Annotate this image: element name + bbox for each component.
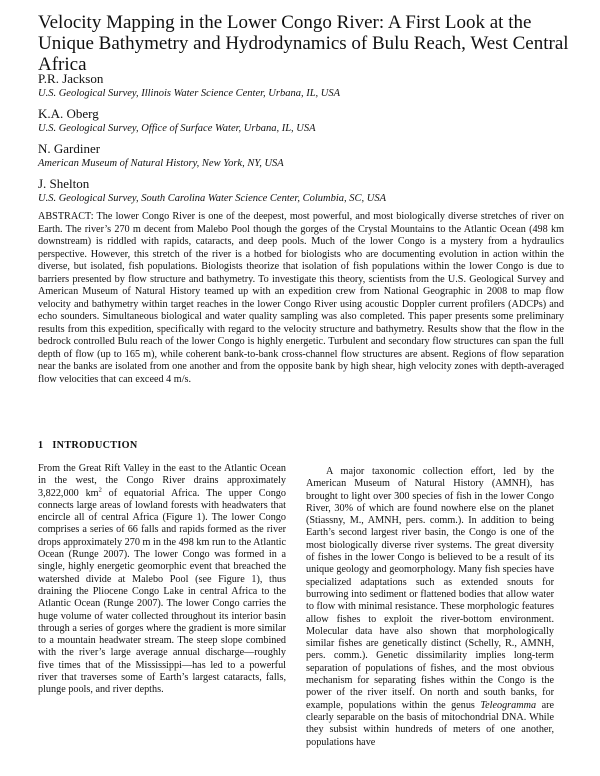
author-name: N. Gardiner (38, 141, 101, 156)
section-heading (38, 439, 138, 452)
left-column (38, 463, 286, 697)
author-affiliation: American Museum of Natural History, New York, NY, USA (38, 158, 284, 169)
author-affiliation: U.S. Geological Survey, South Carolina Water Science Center, Columbia, SC, USA (38, 193, 387, 204)
intro-paragraph-2 (306, 466, 554, 749)
author-name: K.A. Oberg (38, 106, 99, 121)
author-block (38, 140, 568, 175)
right-column (306, 466, 554, 749)
author-affiliation: U.S. Geological Survey, Office of Surface Water, Urbana, IL, USA (38, 123, 316, 134)
author-name: P.R. Jackson (38, 71, 104, 86)
author-block (38, 175, 568, 210)
section-title: INTRODUCTION (52, 440, 138, 451)
abstract: ABSTRACT: The lower Congo River is one of the deepest, most powerful, and most biologically diverse stretches of river on Earth. The river’s 270 m decent from Malebo Pool though the gorges of the Crystal Mountains to the Atlantic Ocean (498 km downstream) is riddled with rapids, cataracts, and deep pools. Much of the lower Congo is a mystery from a hydraulics perspective. However, this stretch of the river is a hotbed for biologists who are documenting evolution in action within the diverse, but isolated, fish populations. Biologists theorize that isolation of fish populations within the lower Congo is due to barriers presented by flow structure and bathymetry. To investigate this theory, scientists from the U.S. Geological Survey and American Museum of Natural History teamed up with an expedition crew from National Geographic in 2008 to map flow velocity and bathymetry within target reaches in the lower Congo River using acoustic Doppler current profilers (ADCPs) and echo sounders. Simultaneous biological and water quality sampling was also completed. This paper presents some preliminary results from this expedition, specifically with regard to the velocity structure and bathymetry. Results show that the flow in the bedrock controlled Bulu reach of the lower Congo is highly energetic. Turbulent and secondary flow structures can span the full depth of flow (up to 165 m), while coherent bank-to-bank cross-channel flow structures are absent. Regions of flow separation near the banks are isolated from one another and from the opposite bank by high shear, high velocity zones with depth-averaged flow velocities that can exceed 4 m/s. (38, 211, 564, 385)
section-number: 1 (38, 440, 44, 451)
author-name: J. Shelton (38, 176, 90, 191)
paper-title: Velocity Mapping in the Lower Congo River: A First Look at the Unique Bathymetry and Hydrodynamics of Bulu Reach, West Central Africa (38, 12, 569, 75)
intro-paragraph-1 (38, 463, 286, 697)
author-list (38, 70, 568, 210)
intro-text: A major taxonomic collection effort, led by the American Museum of Natural History (AMNH), has brought to light over 300 species of fish in the lower Congo River, 30% of which are found nowhere else on the planet (Stiassny, M., AMNH, pers. comm.). In addition to being Earth’s second largest river basin, the Congo is one of the most biologically diverse river systems. The great diversity of fishes in the lower Congo is believed to be a result of its unique geology and geomorphology. Many fish species have specialized adaptations such as extended snouts for burrowing into sediment or flattened bodies that allow water to flow with minimal resistance. These morphologic features allow fishes to exploit the river-bottom environment. Molecular data have also shown that morphologically similar fishes are genetically distinct (Schelly, R., AMNH, pers. comm.). Genetic dissimilarity implies long-term separation of populations of fishes, and the most obvious mechanism for separating fishes within the Congo is the power of the river itself. On north and south banks, for example, populations within the genus (306, 466, 554, 711)
superscript: 2 (98, 486, 102, 494)
intro-text: of equatorial Africa. The upper Congo connects large areas of lowland forests with headwaters that encircle all of central Africa (Figure 1). The lower Congo comprises a series of 66 falls and rapids formed as the river drops approximately 270 m in the 498 km run to the Atlantic Ocean (Runge 2007). The lower Congo was formed in a single, highly energetic geomorphic event that breached the watershed divide at Malebo Pool (see Figure 1), thus draining the Pliocene Congo Lake in central Africa to the Atlantic Ocean (Runge 2007). The lower Congo carries the huge volume of water collected throughout its interior basin through a series of gorges where the gradient is more similar to a mountain headwater stream. The steep slope combined with the river’s large average annual discharge—roughly five times that of the Mississippi—has led to a powerful river that traverses some of Earth’s largest cataracts, falls, plunge pools, and river depths. (38, 487, 286, 696)
intro-text: are clearly separable on the basis of mitochondrial DNA. While they subsist within hundreds of meters of one another, populations have (306, 699, 555, 748)
author-block (38, 70, 568, 105)
genus-name: Teleogramma (480, 699, 537, 711)
intro-text: From the Great Rift Valley in the east to the Atlantic Ocean in the west, the Congo River drains approximately 3,822,000 km (38, 463, 286, 499)
author-block (38, 105, 568, 140)
author-affiliation: U.S. Geological Survey, Illinois Water Science Center, Urbana, IL, USA (38, 88, 341, 99)
